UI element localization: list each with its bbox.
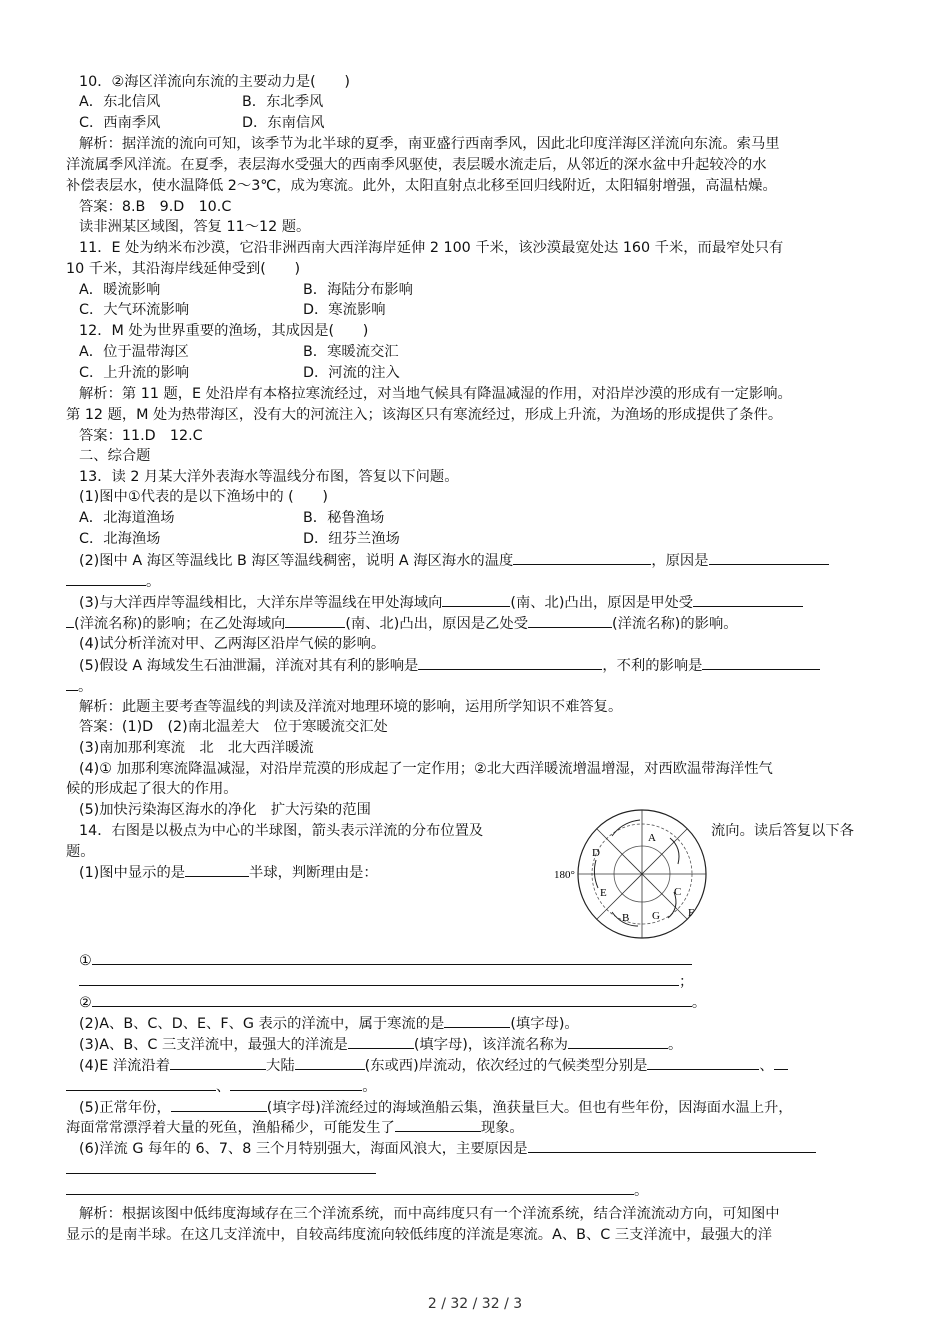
q14-part2: (2)A、B、C、D、E、F、G 表示的洋流中，属于寒流的是 (填字母)。 bbox=[79, 1013, 579, 1034]
q13-part2: (2)图中 A 海区等温线比 B 海区等温线稠密，说明 A 海区海水的温度 ，原因是 bbox=[79, 550, 829, 571]
q8-10-answer: 答案：8.B 9.D 10.C bbox=[79, 199, 232, 215]
answer-blank[interactable] bbox=[66, 613, 74, 628]
longitude-180-label: 180° bbox=[554, 869, 575, 881]
q13-option-b: B．秘鲁渔场 bbox=[303, 510, 385, 526]
q14-part4-cont: 、 。 bbox=[66, 1076, 377, 1097]
q13-part3-cont: (洋流名称)的影响；在乙处海域向 (南、北)凸出，原因是乙处受 (洋流名称)的影响。 bbox=[66, 613, 738, 634]
q11-option-c: C．大气环流影响 bbox=[79, 302, 190, 318]
q12-option-c: C．上升流的影响 bbox=[79, 365, 190, 381]
current-label-f: F bbox=[688, 907, 695, 919]
q14-part5: (5)正常年份， (填字母)洋流经过的海域渔船云集，渔获量巨大。但也有些年份，因海面水温上升， bbox=[79, 1097, 793, 1118]
current-arrow bbox=[612, 820, 640, 836]
q12-option-b: B．寒暖流交汇 bbox=[303, 344, 399, 360]
q10-option-d: D．东南信风 bbox=[242, 115, 325, 131]
answer-blank[interactable] bbox=[418, 655, 602, 670]
answer-blank[interactable] bbox=[348, 1034, 414, 1049]
answer-blank[interactable] bbox=[702, 655, 820, 670]
answer-blank[interactable] bbox=[528, 613, 612, 628]
q14-part5-cont: 海面常常漂浮着大量的死鱼，渔船稀少，可能发生了 现象。 bbox=[66, 1117, 524, 1138]
answer-blank[interactable] bbox=[395, 1117, 481, 1132]
answer-blank[interactable] bbox=[66, 1159, 376, 1174]
q11-option-a: A．暖流影响 bbox=[79, 282, 161, 298]
current-label-a: A bbox=[648, 832, 656, 844]
answer-blank[interactable] bbox=[513, 550, 651, 565]
q10-option-b: B．东北季风 bbox=[242, 94, 324, 110]
q13-part5-cont: 。 bbox=[66, 676, 92, 697]
q11-stem-line1: 11．E 处为纳米布沙漠，它沿非洲西南大西洋海岸延伸 2 100 千米，该沙漠最宽处达 160 千米，而最窄处只有 bbox=[79, 240, 784, 256]
q14-stem-right: 流向。读后答复以下各 bbox=[711, 823, 854, 839]
q13-option-a: A．北海道渔场 bbox=[79, 510, 175, 526]
answer-blank[interactable] bbox=[693, 592, 803, 607]
q14-part6: (6)洋流 G 每年的 6、7、8 三个月特别强大，海面风浪大，主要原因是 bbox=[79, 1138, 816, 1159]
q12-option-a: A．位于温带海区 bbox=[79, 344, 189, 360]
q14-part6-cont1 bbox=[66, 1159, 376, 1180]
q11-12-intro: 读非洲某区域图，答复 11～12 题。 bbox=[79, 219, 311, 235]
q14-stem-end: 题。 bbox=[66, 844, 95, 860]
q13-answer-4-line2: 候的形成起了很大的作用。 bbox=[66, 781, 238, 797]
q12-stem: 12．M 处为世界重要的渔场，其成因是( ) bbox=[79, 323, 369, 339]
current-label-c: C bbox=[674, 886, 682, 898]
q13-answer-1-2: 答案：(1)D (2)南北温差大 位于寒暖流交汇处 bbox=[79, 719, 388, 735]
answer-blank[interactable] bbox=[66, 676, 78, 691]
answer-blank[interactable] bbox=[528, 1138, 816, 1153]
q13-option-d: D．纽芬兰渔场 bbox=[303, 531, 400, 547]
q13-part4: (4)试分析洋流对甲、乙两海区沿岸气候的影响。 bbox=[79, 636, 386, 652]
q13-part3: (3)与大洋西岸等温线相比，大洋东岸等温线在甲处海域向 (南、北)凸出，原因是甲处受 bbox=[79, 592, 803, 613]
q10-analysis-line3: 补偿表层水，使水温降低 2～3℃，成为寒流。此外，太阳直射点北移至回归线附近，太阳辐射增强，高温枯燥。 bbox=[66, 178, 777, 194]
q13-answer-3: (3)南加那利寒流 北 北大西洋暖流 bbox=[79, 740, 314, 756]
current-label-g: G bbox=[652, 910, 660, 922]
q14-reason-1-cont: ； bbox=[79, 971, 693, 992]
answer-blank[interactable] bbox=[66, 1076, 216, 1091]
answer-blank[interactable] bbox=[79, 971, 679, 986]
q13-analysis: 解析：此题主要考查等温线的判读及洋流对地理环境的影响，运用所学知识不难答复。 bbox=[79, 699, 623, 715]
answer-blank[interactable] bbox=[92, 950, 692, 965]
answer-blank[interactable] bbox=[66, 1180, 634, 1195]
q13-answer-5: (5)加快污染海区海水的净化 扩大污染的范围 bbox=[79, 802, 371, 818]
q11-12-analysis-line2: 第 12 题，M 处为热带海区，没有大的河流注入；该海区只有寒流经过，形成上升流，为渔场的形成提供了条件。 bbox=[66, 407, 783, 423]
q10-option-c: C．西南季风 bbox=[79, 115, 161, 131]
current-arrow bbox=[670, 838, 679, 864]
q10-analysis-line1: 解析：据洋流的流向可知，该季节为北半球的夏季，南亚盛行西南季风，因此北印度洋海区洋流向东流。索马里 bbox=[79, 136, 780, 152]
q11-12-answer: 答案：11.D 12.C bbox=[79, 428, 203, 444]
answer-blank[interactable] bbox=[442, 592, 510, 607]
answer-blank[interactable] bbox=[66, 571, 146, 586]
q14-stem-left: 14．右图是以极点为中心的半球图，箭头表示洋流的分布位置及 bbox=[79, 823, 484, 839]
q11-option-b: B．海陆分布影响 bbox=[303, 282, 413, 298]
q14-part3: (3)A、B、C 三支洋流中，最强大的洋流是 (填字母)，该洋流名称为 。 bbox=[79, 1034, 682, 1055]
q14-part6-cont2: 。 bbox=[66, 1180, 648, 1201]
q10-analysis-line2: 洋流属季风洋流。在夏季，表层海水受强大的西南季风驱使，表层暖水流走后，从邻近的深水盆中升起较冷的水 bbox=[66, 157, 767, 173]
southern-hemisphere-ocean-current-figure bbox=[552, 808, 712, 942]
answer-blank[interactable] bbox=[285, 613, 345, 628]
answer-blank[interactable] bbox=[647, 1055, 759, 1070]
answer-blank[interactable] bbox=[774, 1055, 788, 1070]
q14-part1: (1)图中显示的是 半球，判断理由是： bbox=[79, 862, 378, 883]
q13-option-c: C．北海渔场 bbox=[79, 531, 161, 547]
q14-analysis-line1: 解析：根据该图中低纬度海域存在三个洋流系统，而中高纬度只有一个洋流系统，结合洋流流动方向，可知图中 bbox=[79, 1206, 780, 1222]
q10-stem: 10．②海区洋流向东流的主要动力是( ) bbox=[79, 74, 350, 90]
answer-blank[interactable] bbox=[230, 1076, 362, 1091]
answer-blank[interactable] bbox=[568, 1034, 668, 1049]
q11-12-analysis-line1: 解析：第 11 题，E 处沿岸有本格拉寒流经过，对当地气候具有降温减湿的作用，对沿岸沙漠的形成有一定影响。 bbox=[79, 386, 792, 402]
current-label-e: E bbox=[600, 887, 607, 899]
current-label-b: B bbox=[622, 912, 630, 924]
q13-answer-4-line1: (4)① 加那利寒流降温减湿，对沿岸荒漠的形成起了一定作用；②北大西洋暖流增温增湿，对西欧温带海洋性气 bbox=[79, 761, 773, 777]
q10-option-a: A．东北信风 bbox=[79, 94, 161, 110]
q13-stem: 13．读 2 月某大洋外表海水等温线分布图，答复以下问题。 bbox=[79, 469, 459, 485]
answer-blank[interactable] bbox=[170, 1055, 266, 1070]
q11-option-d: D．寒流影响 bbox=[303, 302, 386, 318]
current-label-d: D bbox=[592, 847, 600, 859]
answer-blank[interactable] bbox=[171, 1097, 267, 1112]
page-number: 2 / 32 / 32 / 3 bbox=[427, 1296, 523, 1312]
q14-reason-1: ① bbox=[79, 950, 692, 971]
q14-reason-2: ② 。 bbox=[79, 992, 706, 1013]
answer-blank[interactable] bbox=[92, 992, 692, 1007]
answer-blank[interactable] bbox=[444, 1013, 510, 1028]
q11-stem-line2: 10 千米，其沿海岸线延伸受到( ) bbox=[66, 261, 301, 277]
q13-part1: (1)图中①代表的是以下渔场中的 ( ) bbox=[79, 489, 328, 505]
q14-analysis-line2: 显示的是南半球。在这几支洋流中，自较高纬度流向较低纬度的洋流是寒流。A、B、C 三支洋流中，最强大的洋 bbox=[66, 1227, 773, 1243]
q13-part2-cont: 。 bbox=[66, 571, 160, 592]
q14-part4: (4)E 洋流沿着 大陆 (东或西)岸流动，依次经过的气候类型分别是 、 bbox=[79, 1055, 788, 1076]
q12-option-d: D．河流的注入 bbox=[303, 365, 400, 381]
section-heading: 二、综合题 bbox=[79, 448, 151, 464]
q13-part5: (5)假设 A 海域发生石油泄漏，洋流对其有利的影响是 ，不利的影响是 bbox=[79, 655, 820, 676]
answer-blank[interactable] bbox=[295, 1055, 365, 1070]
answer-blank[interactable] bbox=[185, 862, 249, 877]
answer-blank[interactable] bbox=[709, 550, 829, 565]
